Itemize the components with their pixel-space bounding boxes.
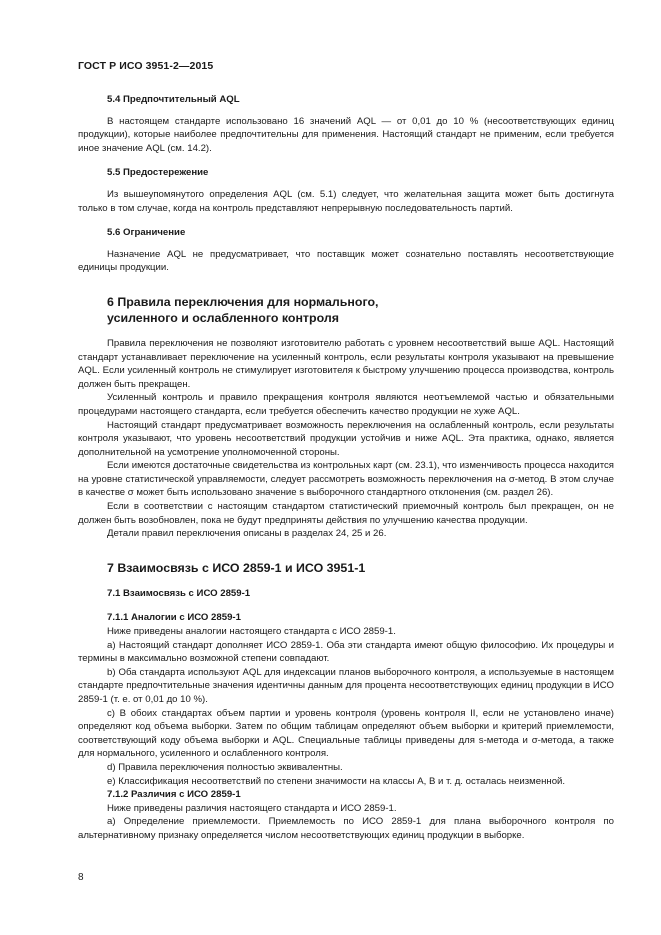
section-7-1-2-title: 7.1.2 Различия с ИСО 2859-1	[107, 789, 241, 801]
section-5-6-paragraph: Назначение AQL не предусматривает, что поставщик может сознательно поставлять несоответствующие единицы продукции.	[78, 248, 614, 274]
section-6-paragraph-3: Настоящий стандарт предусматривает возможность переключения на ослабленный контроль, если результаты контроля указывают, что уровень несоответствий продукции устойчив и ниже AQL. Эта практика, однако, является дополнительной на усмотрение уполномоченной стороны.	[78, 419, 614, 458]
section-6-paragraph-1: Правила переключения не позволяют изготовителю работать с уровнем несоответствий выше AQL. Настоящий стандарт устанавливает переключение на усиленный контроль, если результаты контроля указывают на превышение AQL. Если усиленный контроль не стимулирует изготовителя к быстрому улучшению процесса производства, контроль должен быть прекращен.	[78, 337, 614, 390]
section-5-6-title: 5.6 Ограничение	[107, 227, 186, 239]
section-5-5-title: 5.5 Предостережение	[107, 167, 209, 179]
section-7-1-1-item-d: d) Правила переключения полностью эквивалентны.	[107, 761, 343, 773]
section-7-1-1-title: 7.1.1 Аналогии с ИСО 2859-1	[107, 612, 241, 624]
section-7-1-1-item-a: а) Настоящий стандарт дополняет ИСО 2859-1. Оба эти стандарта имеют общую философию. Их процедуры и термины в максимально возможной степени совпадают.	[78, 639, 614, 665]
section-7-1-2-item-a: а) Определение приемлемости. Приемлемость по ИСО 2859-1 для плана выборочного контроля по альтернативному признаку определяется числом несоответствующих единиц продукции в выборке.	[78, 816, 614, 841]
section-6-paragraph-6: Детали правил переключения описаны в разделах 24, 25 и 26.	[107, 528, 387, 540]
section-7-1-1-item-c: с) В обоих стандартах объем партии и уровень контроля (уровень контроля II, если не установлено иначе) определяют код объема выборки. Затем по общим таблицам определяют объем выборки и критерий приемлемости, соответствующий коду объема выборки и AQL. Специальные таблицы приведены для s-метода и σ-метода, а также для нормального, усиленного и ослабленного контроля.	[78, 707, 614, 760]
section-7-1-1-intro: Ниже приведены аналогии настоящего стандарта с ИСО 2859-1.	[107, 626, 396, 638]
section-5-5-paragraph: Из вышеупомянутого определения AQL (см. 5.1) следует, что желательная защита может быть достигнута только в том случае, когда на контроль представляют непрерывную последовательность партий.	[78, 188, 614, 214]
section-6-title-line1: 6 Правила переключения для нормального,	[107, 294, 379, 309]
page-header-standard-code: ГОСТ Р ИСО 3951-2—2015	[78, 60, 214, 72]
section-6-title	[107, 294, 614, 326]
section-6-paragraph-4: Если имеются достаточные свидетельства из контрольных карт (см. 23.1), что изменчивость процесса находится на уровне статистической управляемости, следует рассмотреть возможность переключения на σ-метод. В этом случае в качестве σ может быть использовано значение s выборочного стандартного отклонения (см. раздел 26).	[78, 460, 614, 499]
page-content	[78, 93, 614, 843]
page-number: 8	[78, 872, 84, 883]
section-7-1-title: 7.1 Взаимосвязь с ИСО 2859-1	[107, 587, 251, 599]
section-6-paragraph-5: Если в соответствии с настоящим стандартом статистический приемочный контроль был прекращен, он не должен быть возобновлен, пока не будут предприняты действия по улучшению качества продукции.	[78, 501, 614, 526]
section-7-title: 7 Взаимосвязь с ИСО 2859-1 и ИСО 3951-1	[107, 560, 366, 575]
section-6-paragraph-2: Усиленный контроль и правило прекращения контроля являются неотъемлемой частью и обязательными процедурами настоящего стандарта, если требуется обеспечить качество продукции не хуже AQL.	[78, 392, 614, 417]
section-6-title-line2: усиленного и ослабленного контроля	[107, 310, 339, 325]
section-5-4-title: 5.4 Предпочтительный AQL	[107, 94, 240, 105]
section-7-1-1-item-b: b) Оба стандарта используют AQL для индексации планов выборочного контроля, а используемые в настоящем стандарте предпочтительные значения идентичны данным для процента несоответствующих единиц продукции в ИСО 2859-1 (т. е. от 0,01 до 10 %).	[78, 666, 614, 705]
section-5-4-paragraph: В настоящем стандарте использовано 16 значений AQL — от 0,01 до 10 % (несоответствующих единиц продукции), которые наиболее предпочтительны для применения. Настоящий стандарт не применим, если требуется иное значение AQL (см. 14.2).	[78, 115, 614, 154]
section-7-1-2-intro: Ниже приведены различия настоящего стандарта и ИСО 2859-1.	[107, 802, 397, 814]
section-7-1-1-item-e: е) Классификация несоответствий по степени значимости на классы А, В и т. д. осталась неизменной.	[107, 775, 566, 787]
